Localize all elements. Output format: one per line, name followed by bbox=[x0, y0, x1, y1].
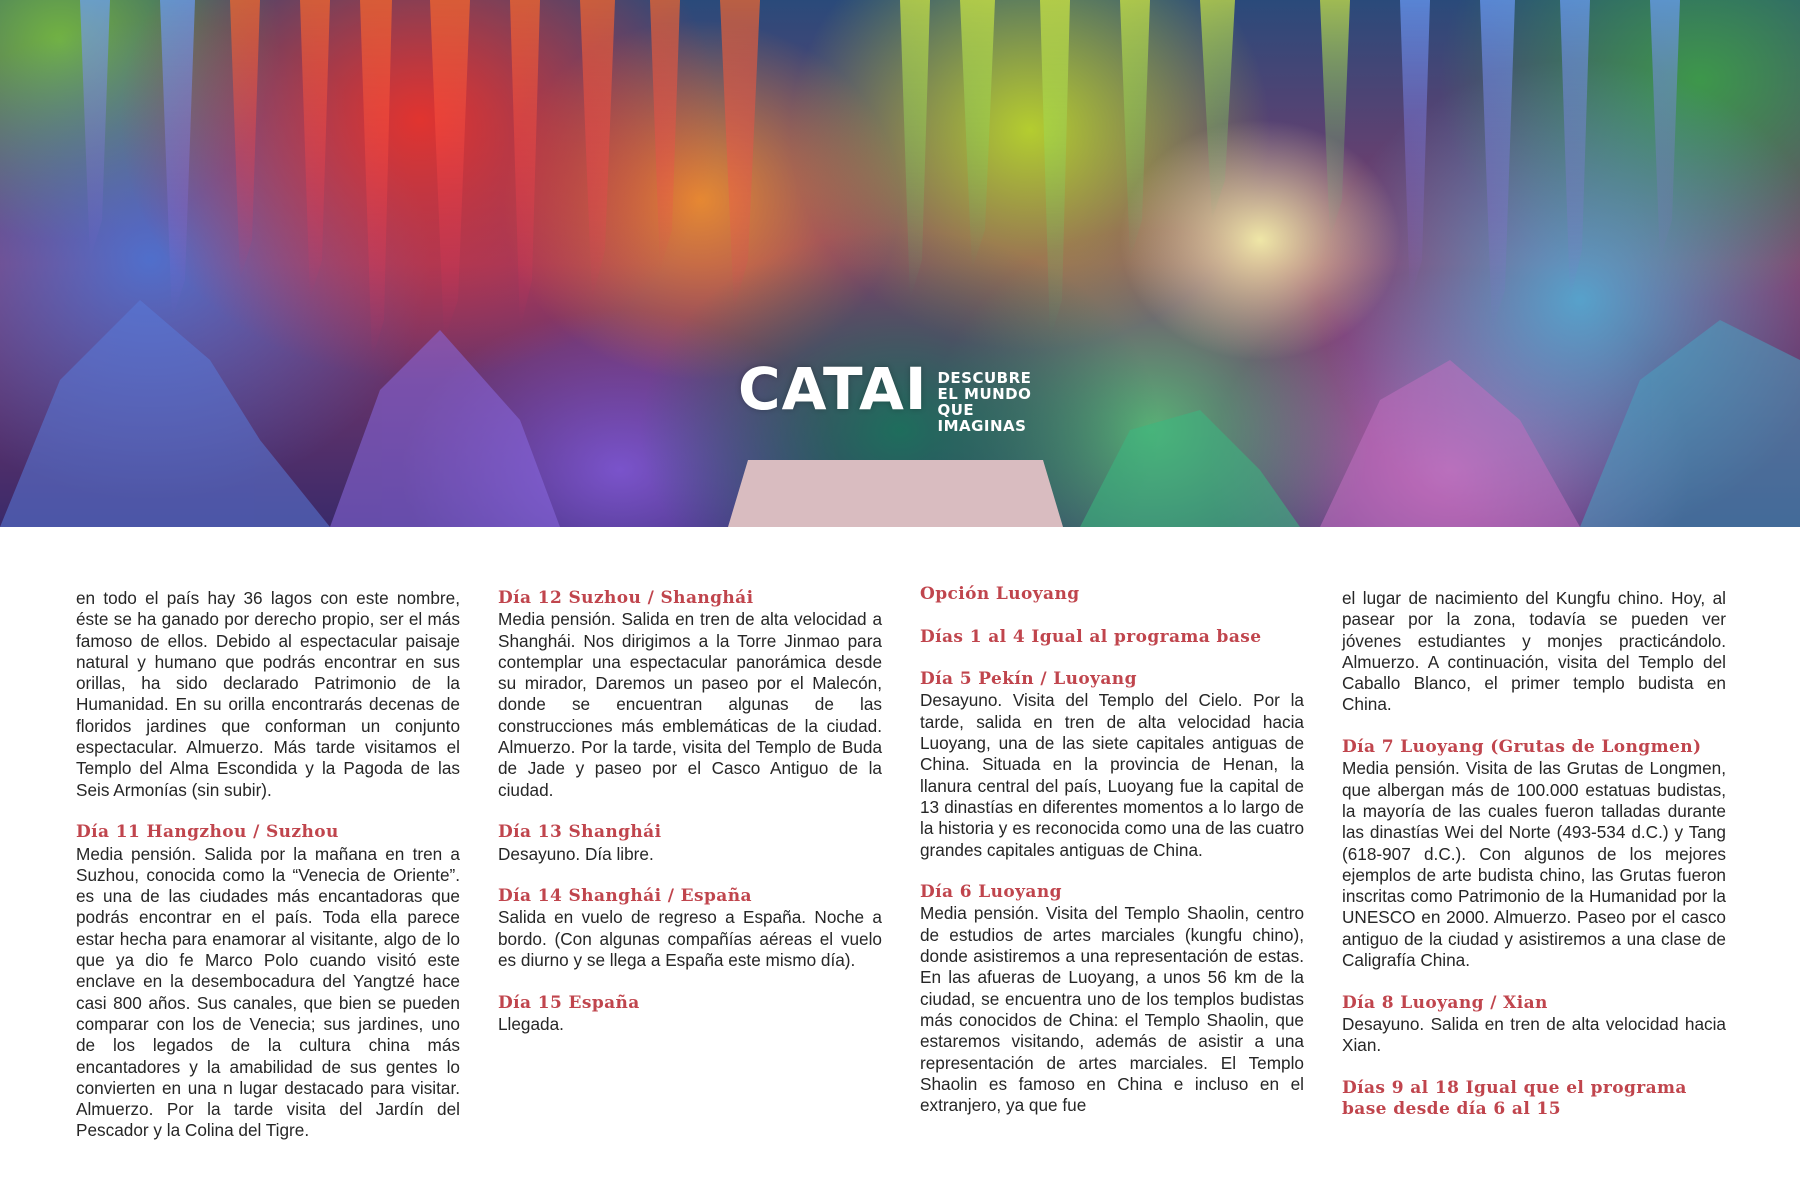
day11-heading: Día 11 Hangzhou / Suzhou bbox=[76, 822, 339, 843]
day14-heading: Día 14 Shanghái / España bbox=[498, 886, 752, 907]
day7-heading: Día 7 Luoyang (Grutas de Longmen) bbox=[1342, 737, 1702, 758]
day8-text: Desayuno. Salida en tren de alta velocidad hacia Xian. bbox=[1342, 1013, 1726, 1056]
day6-heading: Día 6 Luoyang bbox=[920, 882, 1062, 903]
text-column-3 bbox=[920, 584, 1304, 1116]
hero-cave-photo bbox=[0, 0, 1800, 527]
day13-text: Desayuno. Día libre. bbox=[498, 843, 654, 864]
day6-continued-text: el lugar de nacimiento del Kungfu chino. Hoy, al pasear por la zona, todavía se pueden ver jóvenes estudiantes y monjes practicándolo. Almuerzo. A continuación, visita del Templo del Caballo Blanco, el primer templo budista en China. bbox=[1342, 588, 1726, 715]
day5-heading: Día 5 Pekín / Luoyang bbox=[920, 669, 1137, 690]
text-column-2 bbox=[498, 588, 882, 1035]
day6-text: Media pensión. Visita del Templo Shaolin, centro de estudios de artes marciales (kungfu chino), donde asistiremos a una representación de estas. En las afueras de Luoyang, a unos 56 km de la ciudad, se encuentra uno de los templos budistas más conocidos de China: el Templo Shaolin, que estaremos visitando, además de asistir a una representación de artes marciales. El Templo Shaolin es famoso en China e incluso en el extranjero, ya que fue bbox=[920, 903, 1304, 1116]
day7-text: Media pensión. Visita de las Grutas de Longmen, que albergan más de 100.000 estatuas budistas, la mayoría de las cuales fueron talladas durante las dinastías Wei del Norte (493-534 d.C.) y Tang (618-907 d.C.). Con algunos de los mejores ejemplos de arte budista chino, las Grutas fueron inscritas como Patrimonio de la Humanidad por la UNESCO en 2000. Almuerzo. Paseo por el casco antiguo de la ciudad y asistiremos a una clase de Caligrafía China. bbox=[1342, 758, 1726, 971]
day12-text: Media pensión. Salida en tren de alta velocidad a Shanghái. Nos dirigimos a la Torre Jinmao para contemplar una espectacular panorámica desde su mirador, Daremos un paseo por el Malecón, donde se encuentran algunas de las construcciones más emblemáticas de la ciudad. Almuerzo. Por la tarde, visita del Templo de Buda de Jade y paseo por el Casco Antiguo de la ciudad. bbox=[498, 609, 882, 800]
text-column-1 bbox=[76, 588, 460, 1142]
intro-paragraph: en todo el país hay 36 lagos con este nombre, éste se ha ganado por derecho propio, ser el más famoso de ellos. Debido al espectacular paisaje natural y humano que podrás encontrar en sus orillas, ha sido declarado Patrimonio de la Humanidad. En su orilla encontrarás decenas de floridos jardines que conforman un conjunto espectacular. Almuerzo. Más tarde visitamos el Templo del Alma Escondida y la Pagoda de las Seis Armonías (sin subir). bbox=[76, 588, 460, 800]
day13-heading: Día 13 Shanghái bbox=[498, 822, 662, 843]
stalactite-texture bbox=[0, 0, 1800, 527]
option-luoyang-heading: Opción Luoyang bbox=[920, 584, 1080, 604]
day5-text: Desayuno. Visita del Templo del Cielo. Por la tarde, salida en tren de alta velocidad hacia Luoyang, una de las siete capitales antiguas de China. Situada en la provincia de Henan, la llanura central del país, Luoyang fue la capital de 13 dinastías en diferentes momentos a lo largo de la historia y es reconocida como una de las cuatro grandes capitales antiguas de China. bbox=[920, 690, 1304, 860]
brand-slogan: DESCUBRE EL MUNDO QUE IMAGINAS bbox=[937, 369, 1032, 435]
day8-heading: Día 8 Luoyang / Xian bbox=[1342, 992, 1548, 1013]
day14-text: Salida en vuelo de regreso a España. Noche a bordo. (Con algunas compañías aéreas el vuelo es diurno y se llega a España este mismo día). bbox=[498, 907, 882, 971]
pink-tab-decoration bbox=[728, 460, 1063, 527]
catai-logo bbox=[738, 355, 1055, 435]
day12-heading: Día 12 Suzhou / Shanghái bbox=[498, 588, 754, 608]
day11-text: Media pensión. Salida por la mañana en tren a Suzhou, conocida como la “Venecia de Oriente”. es una de las ciudades más encantadoras que podrás encontrar en el país. Toda ella parece estar hecha para enamorar al visitante, algo de lo que ya dio fe Marco Polo cuando visitó este enclave en la desembocadura del Yangtzé hace casi 800 años. Sus canales, que bien se pueden comparar con los de Venecia; sus jardines, uno de los legados de la cultura china más encantadores y la amabilidad de sus gentes lo convierten en una n lugar destacado para visitar. Almuerzo. Por la tarde visita del Jardín del Pescador y la Colina del Tigre. bbox=[76, 843, 460, 1141]
text-column-4 bbox=[1342, 588, 1726, 1120]
days1-4-heading: Días 1 al 4 Igual al programa base bbox=[920, 626, 1262, 647]
brand-name: CATAI bbox=[738, 355, 928, 423]
days9-18-heading: Días 9 al 18 Igual que el programa base desde día 6 al 15 bbox=[1342, 1077, 1687, 1120]
day15-heading: Día 15 España bbox=[498, 992, 640, 1013]
day15-text: Llegada. bbox=[498, 1013, 564, 1034]
